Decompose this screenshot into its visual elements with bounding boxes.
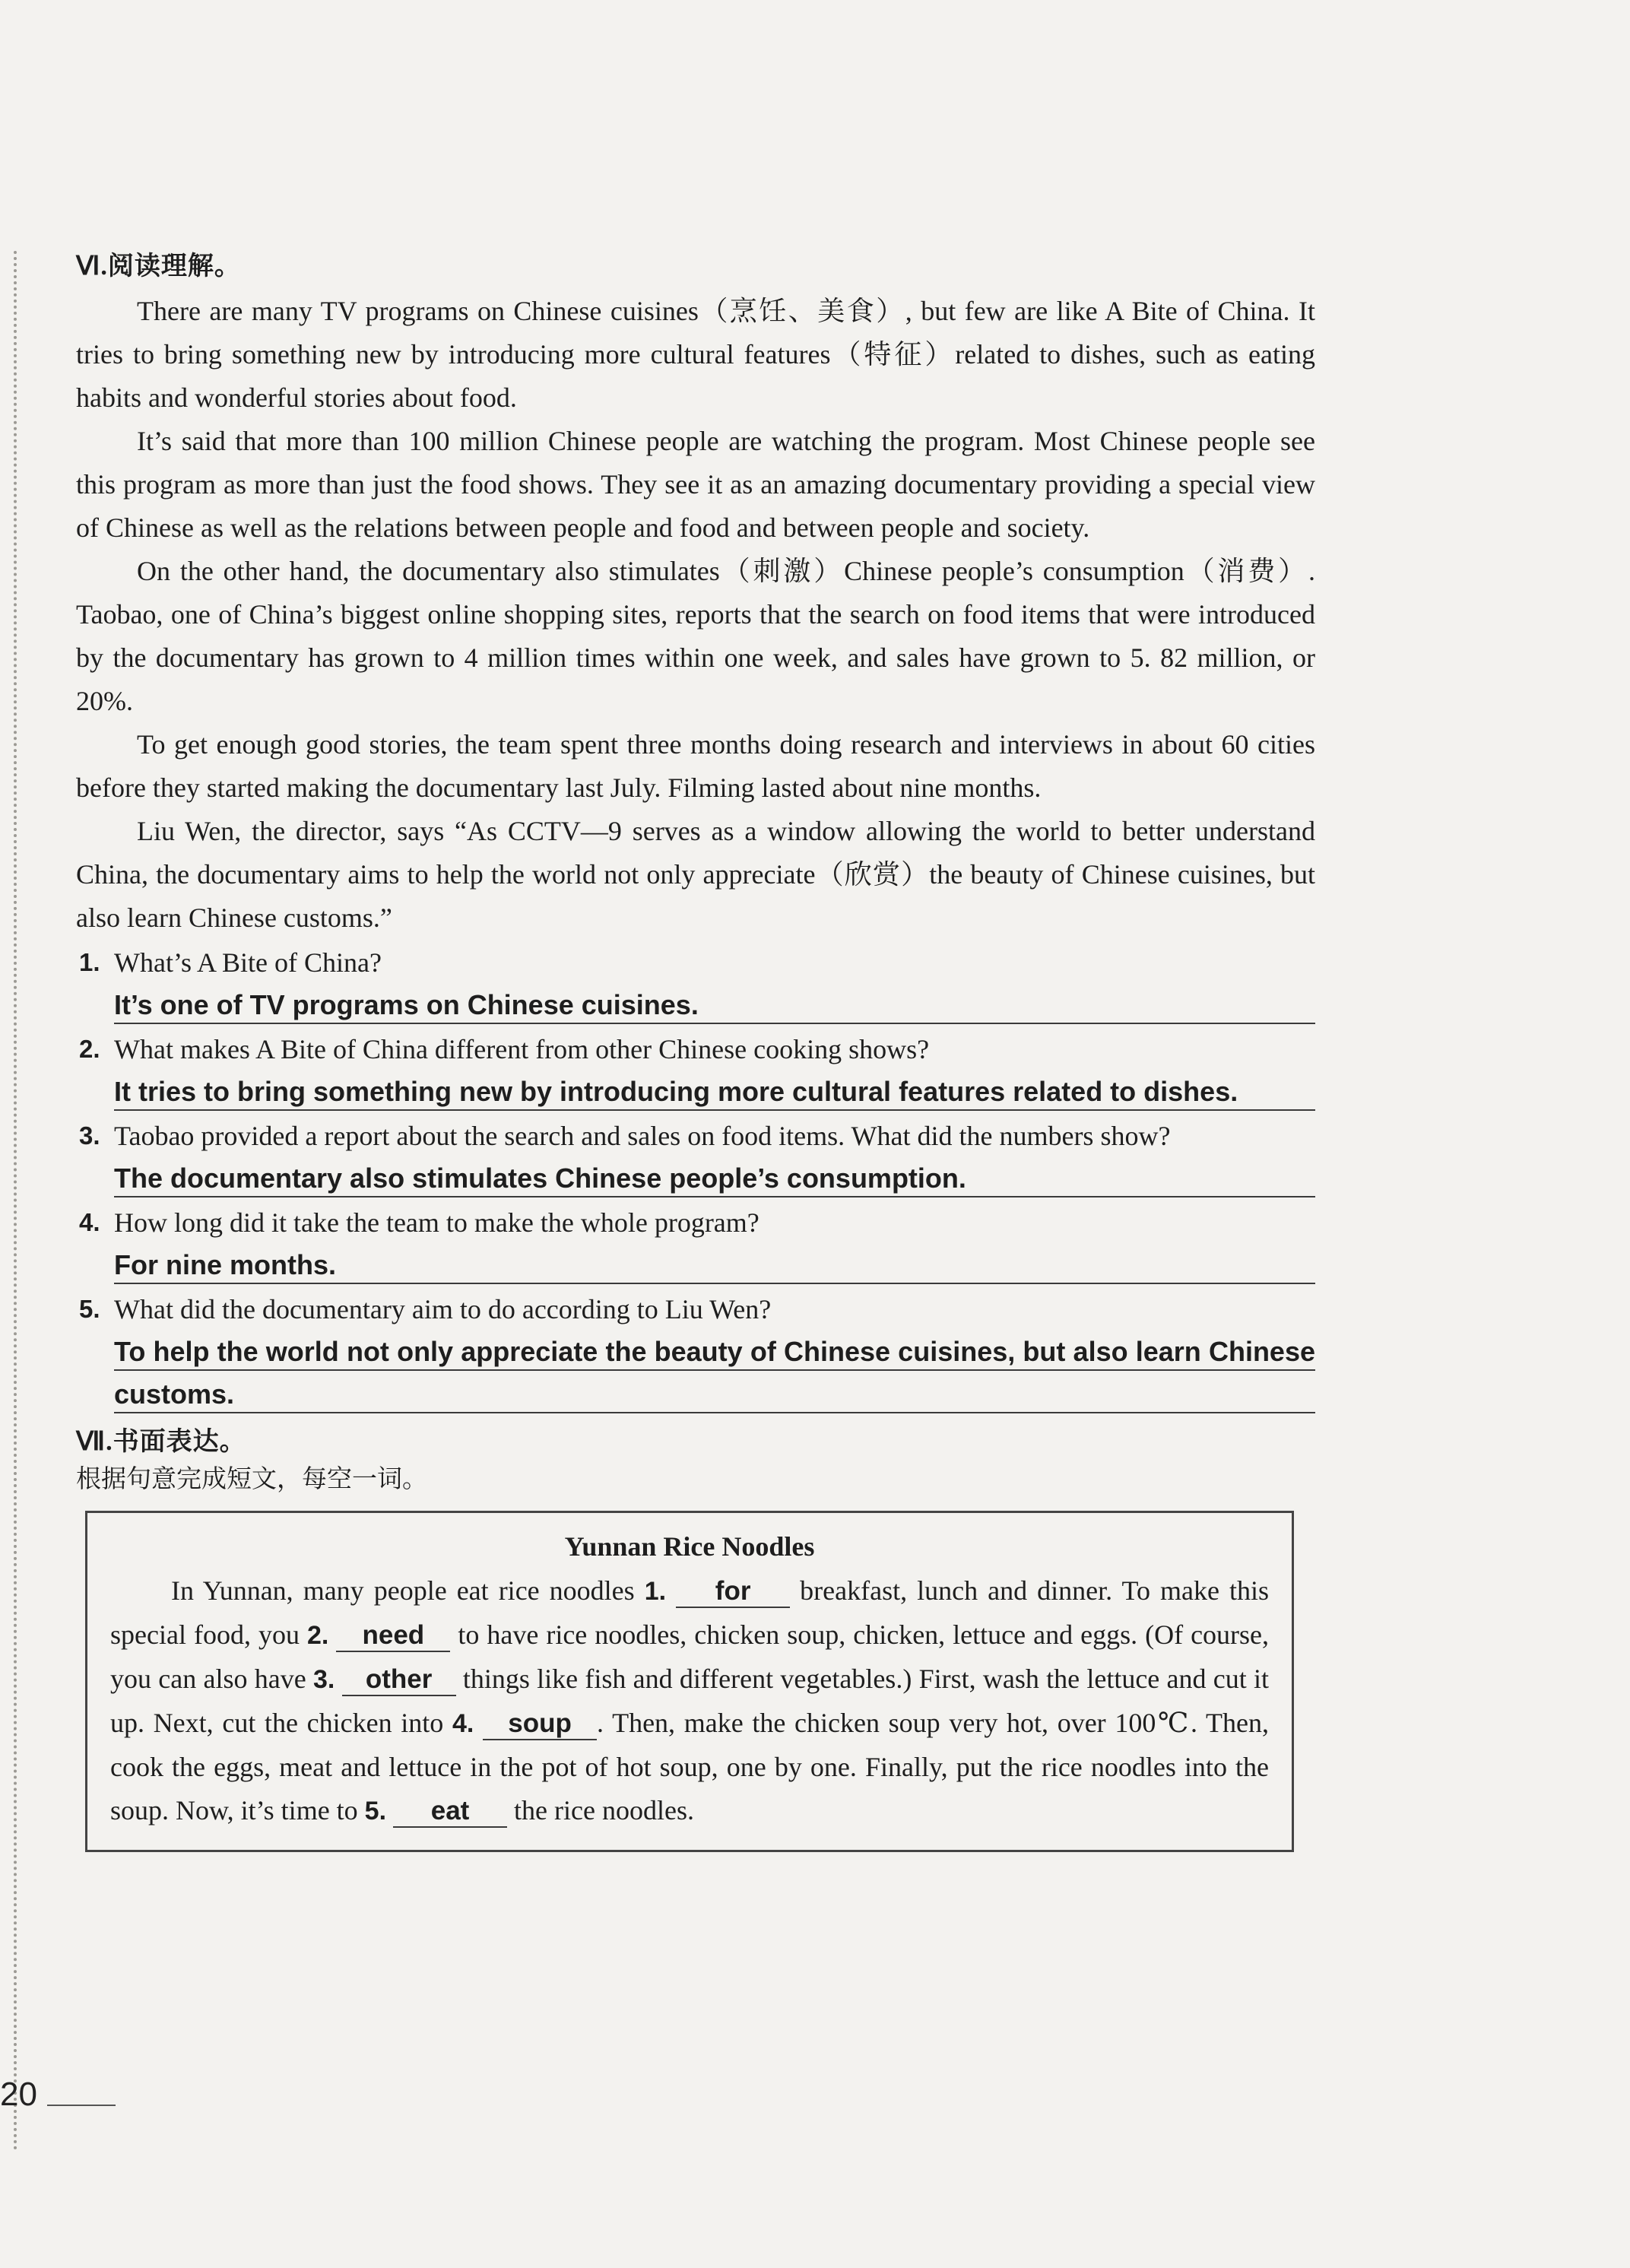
question-3-prompt: Taobao provided a report about the search and sales on food items. What did the numbers show? [114,1121,1171,1151]
question-2-text [76,1028,1315,1071]
reading-paragraph-3: On the other hand, the documentary also stimulates（刺激）Chinese people’s consumption（消费）. Taobao, one of China’s biggest online shopping sites, reports that the search on food items that were introduced by the documentary has grown to 4 million times within one week, and sales have grown to 5. 82 million, or 20%. [76,556,1315,716]
reading-section-title [76,245,1315,282]
question-2-prompt: What makes A Bite of China different from other Chinese cooking shows? [114,1034,930,1064]
question-3-text [76,1115,1315,1157]
cloze-segment-2: breakfast, lunch and dinner. To make this special food, you [110,1575,1270,1650]
reading-paragraph-4: To get enough good stories, the team spent three months doing research and interviews in about 60 cities before they started making the documentary last July. Filming lasted about nine months. [76,729,1315,803]
question-3 [76,1115,1315,1200]
reading-paragraph-5: Liu Wen, the director, says “As CCTV—9 serves as a window allowing the world to better understand China, the documentary aims to help the world not only appreciate（欣赏）the beauty of Chinese cuisines, but also learn Chinese customs.” [76,816,1315,933]
reading-paragraph-1: There are many TV programs on Chinese cuisines（烹饪、美食）, but few are like A Bite of China. It tries to bring something new by introducing more cultural features（特征）related to dishes, such as eating habits and wonderful stories about food. [76,296,1315,413]
question-4 [76,1201,1315,1286]
blank-3-number: 3. [312,1665,335,1694]
question-1 [76,941,1315,1026]
blank-5-answer: eat [393,1796,507,1828]
question-2-number: 2. [79,1035,100,1063]
writing-instruction: 根据句意完成短文，每空一词。 [76,1464,427,1493]
blank-4-answer: soup [483,1708,597,1740]
blank-4-number: 4. [452,1709,474,1738]
question-5 [76,1288,1315,1416]
writing-section-title [76,1420,1315,1458]
answer-2: It tries to bring something new by introducing more cultural features related to dishes. [114,1071,1315,1113]
blank-3-answer: other [342,1664,456,1696]
question-5-number: 5. [79,1295,100,1323]
worksheet-content [76,245,1315,1852]
cloze-segment-5: . Then, make the chicken soup very hot, over 100℃. Then, cook the eggs, meat and lettuce in the pot of hot soup, one by one. Finally, put the rice noodles into the soup. Now, it’s time to [110,1708,1269,1826]
question-5-prompt: What did the documentary aim to do according to Liu Wen? [114,1294,772,1324]
answer-4: For nine months. [114,1244,1315,1286]
reading-paragraph-2: It’s said that more than 100 million Chinese people are watching the program. Most Chinese people see this program as more than just the food shows. They see it as an amazing documentary providing a special view of Chinese as well as the relations between people and food and between people and society. [76,426,1315,543]
blank-2-answer: need [336,1620,450,1652]
blank-1-answer: for [676,1576,790,1608]
cloze-passage-box [85,1511,1294,1852]
page-number-rule [47,2105,116,2106]
answer-3: The documentary also stimulates Chinese people’s consumption. [114,1157,1315,1200]
cloze-segment-1: In Yunnan, many people eat rice noodles [171,1575,635,1606]
question-4-number: 4. [79,1208,100,1236]
question-1-prompt: What’s A Bite of China? [114,947,382,978]
writing-section-number: Ⅶ. [76,1428,113,1456]
cloze-segment-6: the rice noodles. [514,1795,694,1826]
question-1-number: 1. [79,948,100,976]
question-4-prompt: How long did it take the team to make the whole program? [114,1207,760,1238]
blank-5-number: 5. [364,1797,387,1826]
answer-5: To help the world not only appreciate the beauty of Chinese cuisines, but also learn Chinese customs. [114,1331,1315,1416]
question-5-text [76,1288,1315,1331]
question-3-number: 3. [79,1121,100,1150]
blank-1-number: 1. [644,1577,667,1606]
writing-section-label: 书面表达。 [113,1426,246,1457]
page-number: 20 [0,2076,37,2113]
blank-2-number: 2. [306,1621,329,1650]
answer-1: It’s one of TV programs on Chinese cuisines. [114,984,1315,1026]
cloze-segment-4: things like fish and different vegetables.) First, wash the lettuce and cut it up. Next, cut the chicken into [110,1664,1270,1738]
cloze-segment-3: to have rice noodles, chicken soup, chicken, lettuce and eggs. (Of course, you can also have [110,1619,1270,1694]
cloze-passage-title: Yunnan Rice Noodles [564,1531,815,1562]
cloze-passage-text [110,1569,1269,1833]
reading-section-number: Ⅵ. [76,252,108,281]
binding-dotted-line [14,251,17,2152]
question-1-text [76,941,1315,984]
reading-section-label: 阅读理解。 [107,251,241,281]
question-4-text [76,1201,1315,1244]
question-2 [76,1028,1315,1113]
